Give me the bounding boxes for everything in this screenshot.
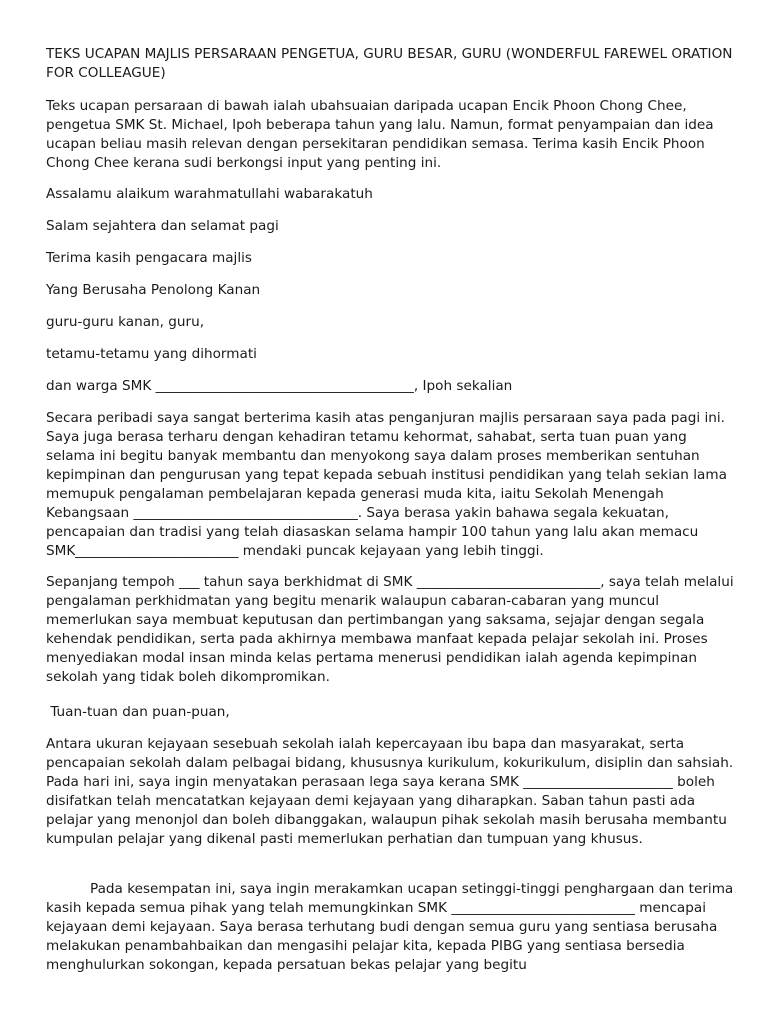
body-paragraph-4: Pada kesempatan ini, saya ingin merakamkan ucapan setinggi-tinggi penghargaan dan terima kasih kepada semua pihak yang telah memungkinkan SMK ___________________________ mencapai kejayaan demi kejayaan. Saya berasa terhutang budi dengan semua guru yang sentiasa berusaha melakukan penambahbaikan dan mengasihi pelajar kita, kepada PIBG yang sentiasa bersedia menghulurkan sokongan, kepada persatuan bekas pelajar yang begitu [46,881,734,973]
body-paragraph-2: Sepanjang tempoh ___ tahun saya berkhidmat di SMK ___________________________, saya telah melalui pengalaman perkhidmatan yang begitu menarik walaupun cabaran-cabaran yang muncul memerlukan saya membuat keputusan dan pertimbangan yang saksama, sejajar dengan segala kehendak pendidikan, serta pada akhirnya membawa manfaat kepada pelajar sekolah ini. Proses menyediakan modal insan minda kelas pertama menerusi pendidikan ialah agenda kepimpinan sekolah yang tidak boleh dikompromikan. [46,574,734,685]
body-paragraph-3: Antara ukuran kejayaan sesebuah sekolah ialah kepercayaan ibu bapa dan masyarakat, serta pencapaian sekolah dalam pelbagai bidang, khususnya kurikulum, kokurikulum, disiplin dan sahsiah. Pada hari ini, saya ingin menyatakan perasaan lega saya kerana SMK ______________________ boleh disifatkan telah mencatatkan kejayaan demi kejayaan yang diharapkan. Saban tahun pasti ada pelajar yang menonjol dan boleh dibanggakan, walaupun pihak sekolah masih berusaha membantu kumpulan pelajar yang dikenal pasti memerlukan perhatian dan tumpuan yang khusus. [46,736,734,847]
greeting-guru: guru-guru kanan, guru, [46,314,205,330]
greeting-assalamu: Assalamu alaikum warahmatullahi wabarakatuh [46,186,373,202]
document-title: TEKS UCAPAN MAJLIS PERSARAAN PENGETUA, GURU BESAR, GURU (WONDERFUL FAREWEL ORATION FOR COLLEAGUE) [46,46,733,81]
intro-paragraph: Teks ucapan persaraan di bawah ialah ubahsuaian daripada ucapan Encik Phoon Chong Chee, pengetua SMK St. Michael, Ipoh beberapa tahun yang lalu. Namun, format penyampaian dan idea ucapan beliau masih relevan dengan persekitaran pendidikan semasa. Terima kasih Encik Phoon Chong Chee kerana sudi berkongsi input yang penting ini. [46,98,714,171]
body-paragraph-1: Secara peribadi saya sangat berterima kasih atas penganjuran majlis persaraan saya pada pagi ini. Saya juga berasa terharu dengan kehadiran tetamu kehormat, sahabat, serta tuan puan yang selama ini begitu banyak membantu dan menyokong saya dalam proses memberikan sentuhan kepimpinan dan pengurusan yang tepat kepada sebuah institusi pendidikan yang telah sekian lama memupuk pengalaman pembelajaran kepada generasi muda kita, iaitu Sekolah Menengah Kebangsaan _________________________________. Saya berasa yakin bahawa segala kekuatan, pencapaian dan tradisi yang telah diasaskan selama hampir 100 tahun yang lalu akan memacu SMK________________________ mendaki puncak kejayaan yang lebih tinggi. [46,410,727,559]
greeting-terima-kasih: Terima kasih pengacara majlis [46,250,252,266]
greeting-warga: dan warga SMK ______________________________________, Ipoh sekalian [46,378,513,394]
greeting-tetamu: tetamu-tetamu yang dihormati [46,346,257,362]
greeting-penolong-kanan: Yang Berusaha Penolong Kanan [46,282,261,298]
greeting-salam: Salam sejahtera dan selamat pagi [46,218,279,234]
address-tuan-puan: Tuan-tuan dan puan-puan, [46,704,230,720]
